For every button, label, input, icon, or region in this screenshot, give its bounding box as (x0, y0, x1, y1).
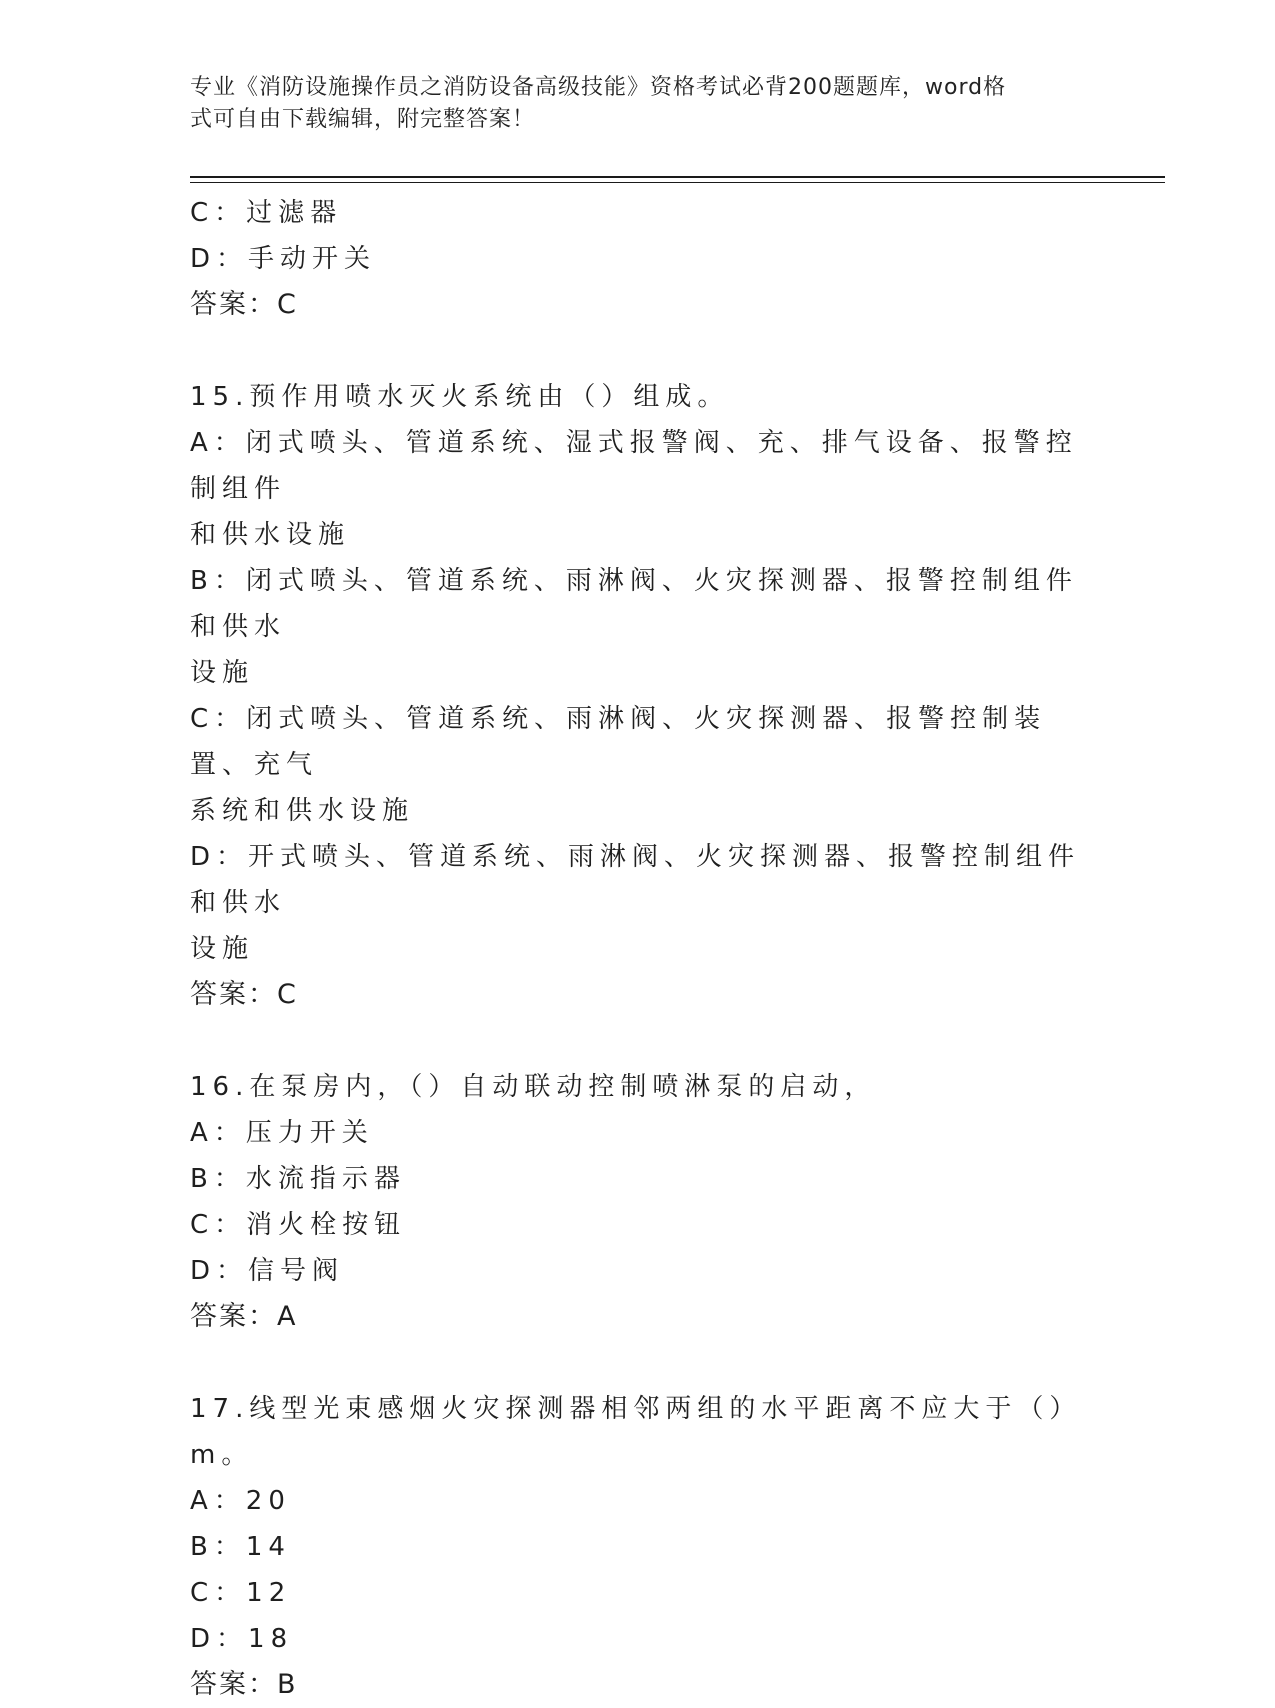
answer-line: 答案：C (190, 979, 298, 1010)
spacer (190, 1018, 1090, 1064)
answer-line: 答案：A (190, 1301, 298, 1332)
header-divider-thick (190, 176, 1165, 178)
answer-line: 答案：B (190, 1669, 298, 1700)
question-16 (190, 1064, 1090, 1340)
question-15 (190, 374, 1090, 1018)
document-header (190, 72, 1090, 136)
question-content (190, 190, 1090, 1708)
option-d-continued: 设施 (190, 934, 255, 964)
spacer (190, 328, 1090, 374)
option-c: C：过滤器 (190, 198, 343, 228)
header-line-2: 式可自由下载编辑，附完整答案！ (190, 107, 536, 132)
option-b: B：闭式喷头、管道系统、雨淋阀、火灾探测器、报警控制组件和供水 (190, 566, 1078, 642)
option-b-continued: 设施 (190, 658, 255, 688)
question-14-tail (190, 190, 1090, 328)
option-a: A：闭式喷头、管道系统、湿式报警阀、充、排气设备、报警控制组件 (190, 428, 1078, 504)
answer-line: 答案：C (190, 289, 298, 320)
option-c: C：闭式喷头、管道系统、雨淋阀、火灾探测器、报警控制装置、充气 (190, 704, 1047, 780)
option-d: D：信号阀 (190, 1256, 345, 1286)
option-d: D：开式喷头、管道系统、雨淋阀、火灾探测器、报警控制组件和供水 (190, 842, 1081, 918)
option-d: D：18 (190, 1624, 294, 1654)
option-a: A：压力开关 (190, 1118, 374, 1148)
option-c-continued: 系统和供水设施 (190, 796, 415, 826)
question-stem: 16.在泵房内，（）自动联动控制喷淋泵的启动， (190, 1072, 877, 1102)
option-d: D：手动开关 (190, 244, 377, 274)
question-stem: 17.线型光束感烟火灾探测器相邻两组的水平距离不应大于（）m。 (190, 1394, 1082, 1470)
option-b: B：水流指示器 (190, 1164, 406, 1194)
option-c: C：消火栓按钮 (190, 1210, 407, 1240)
header-line-1: 专业《消防设施操作员之消防设备高级技能》资格考试必背200题题库，word格 (190, 75, 1007, 100)
question-17 (190, 1386, 1090, 1708)
option-a: A：20 (190, 1486, 291, 1516)
spacer (190, 1340, 1090, 1386)
option-a-continued: 和供水设施 (190, 520, 351, 550)
option-c: C：12 (190, 1578, 292, 1608)
header-divider-thin (190, 182, 1165, 183)
option-b: B：14 (190, 1532, 291, 1562)
question-stem: 15.预作用喷水灭火系统由（）组成。 (190, 382, 730, 412)
